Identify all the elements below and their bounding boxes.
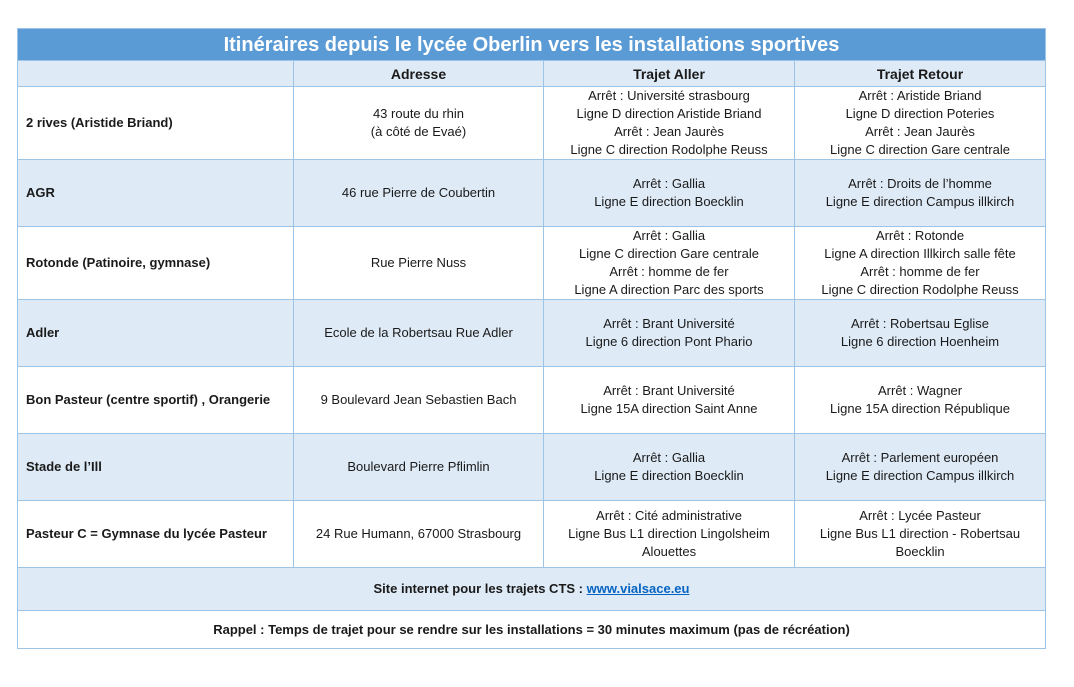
site-link[interactable]: www.vialsace.eu xyxy=(586,581,690,596)
cell-line: Ligne C direction Gare centrale xyxy=(579,246,759,261)
cell-line: Ligne E direction Boecklin xyxy=(594,468,744,483)
trajet-retour-cell xyxy=(795,501,1046,568)
cell-line: 43 route du rhin xyxy=(372,106,465,121)
cell-line: (à côté de Evaé) xyxy=(370,124,467,139)
cell-line: Rue Pierre Nuss xyxy=(370,255,467,270)
address-cell xyxy=(294,300,544,367)
cell-line: Arrêt : Parlement européen xyxy=(841,450,999,465)
table-row xyxy=(18,87,1046,160)
header-trajet-aller: Trajet Aller xyxy=(544,61,795,87)
installation-name: Stade de l’Ill xyxy=(18,434,294,501)
trajet-aller-cell xyxy=(544,434,795,501)
cell-line: Ligne D direction Aristide Briand xyxy=(576,106,762,121)
cell-line: Ligne A direction Parc des sports xyxy=(574,282,764,297)
cell-line: Arrêt : Jean Jaurès xyxy=(614,124,724,139)
trajet-aller-cell xyxy=(544,367,795,434)
trajet-aller-cell xyxy=(544,160,795,227)
trajet-retour-cell xyxy=(795,367,1046,434)
installation-name: AGR xyxy=(18,160,294,227)
cell-line: Ligne C direction Rodolphe Reuss xyxy=(570,142,768,157)
cell-line: Ligne 15A direction Saint Anne xyxy=(580,401,758,416)
installation-name: Bon Pasteur (centre sportif) , Orangerie xyxy=(18,367,294,434)
trajet-retour-cell xyxy=(795,87,1046,160)
address-cell xyxy=(294,434,544,501)
cell-line: Ligne C direction Gare centrale xyxy=(830,142,1010,157)
header-empty xyxy=(18,61,294,87)
footer-reminder-row xyxy=(18,611,1046,649)
cell-line: Ligne A direction Illkirch salle fête xyxy=(824,246,1016,261)
cell-line: Ligne Bus L1 direction Lingolsheim xyxy=(568,526,770,541)
trajet-aller-cell xyxy=(544,87,795,160)
trajet-aller-cell xyxy=(544,300,795,367)
cell-line: Arrêt : homme de fer xyxy=(609,264,729,279)
cell-line: Arrêt : Gallia xyxy=(632,228,706,243)
table-row xyxy=(18,501,1046,568)
cell-line: Arrêt : Lycée Pasteur xyxy=(859,508,981,523)
table-row xyxy=(18,367,1046,434)
table-row xyxy=(18,160,1046,227)
trajet-retour-cell xyxy=(795,300,1046,367)
cell-line: Boecklin xyxy=(895,544,945,559)
installation-name: Rotonde (Patinoire, gymnase) xyxy=(18,227,294,300)
cell-line: Arrêt : Droits de l’homme xyxy=(848,176,992,191)
footer-site-row xyxy=(18,568,1046,611)
cell-line: Ligne D direction Poteries xyxy=(845,106,995,121)
table-row xyxy=(18,227,1046,300)
header-trajet-retour: Trajet Retour xyxy=(795,61,1046,87)
trajet-aller-cell xyxy=(544,227,795,300)
cell-line: 9 Boulevard Jean Sebastien Bach xyxy=(320,392,517,407)
cell-line: Arrêt : Brant Université xyxy=(603,316,735,331)
itinerary-table xyxy=(17,28,1046,649)
cell-line: Arrêt : Jean Jaurès xyxy=(865,124,975,139)
address-cell xyxy=(294,87,544,160)
cell-line: Arrêt : Université strasbourg xyxy=(588,88,750,103)
itinerary-table-wrapper xyxy=(17,28,1045,649)
installation-name: 2 rives (Aristide Briand) xyxy=(18,87,294,160)
reminder-text: Rappel : Temps de trajet pour se rendre sur les installations = 30 minutes maximum (pas de récréation) xyxy=(18,611,1046,649)
installation-name: Pasteur C = Gymnase du lycée Pasteur xyxy=(18,501,294,568)
cell-line: Ligne 6 direction Hoenheim xyxy=(840,334,1000,349)
cell-line: Arrêt : homme de fer xyxy=(860,264,980,279)
cell-line: Ligne 6 direction Pont Phario xyxy=(585,334,753,349)
address-cell xyxy=(294,367,544,434)
cell-line: Arrêt : Wagner xyxy=(877,383,963,398)
footer-site-cell xyxy=(18,568,1046,611)
cell-line: Arrêt : Gallia xyxy=(632,450,706,465)
trajet-retour-cell xyxy=(795,434,1046,501)
cell-line: 24 Rue Humann, 67000 Strasbourg xyxy=(315,526,522,541)
cell-line: Arrêt : Rotonde xyxy=(875,228,965,243)
table-title: Itinéraires depuis le lycée Oberlin vers les installations sportives xyxy=(18,29,1046,61)
cell-line: Ligne E direction Boecklin xyxy=(594,194,744,209)
cell-line: Ligne C direction Rodolphe Reuss xyxy=(821,282,1019,297)
cell-line: Arrêt : Brant Université xyxy=(603,383,735,398)
address-cell xyxy=(294,227,544,300)
table-row xyxy=(18,300,1046,367)
cell-line: Ligne 15A direction République xyxy=(830,401,1010,416)
cell-line: Ligne E direction Campus illkirch xyxy=(825,194,1015,209)
cell-line: Arrêt : Cité administrative xyxy=(596,508,742,523)
cell-line: Arrêt : Aristide Briand xyxy=(858,88,982,103)
installation-name: Adler xyxy=(18,300,294,367)
cell-line: Boulevard Pierre Pflimlin xyxy=(347,459,490,474)
cell-line: Ligne Bus L1 direction - Robertsau xyxy=(819,526,1021,541)
address-cell xyxy=(294,160,544,227)
cell-line: Arrêt : Robertsau Eglise xyxy=(851,316,990,331)
cell-line: 46 rue Pierre de Coubertin xyxy=(341,185,496,200)
cell-line: Alouettes xyxy=(641,544,697,559)
trajet-retour-cell xyxy=(795,227,1046,300)
cell-line: Ecole de la Robertsau Rue Adler xyxy=(324,325,513,340)
address-cell xyxy=(294,501,544,568)
site-label: Site internet pour les trajets CTS : xyxy=(373,581,587,596)
cell-line: Ligne E direction Campus illkirch xyxy=(825,468,1015,483)
header-row xyxy=(18,61,1046,87)
trajet-aller-cell xyxy=(544,501,795,568)
table-row xyxy=(18,434,1046,501)
header-adresse: Adresse xyxy=(294,61,544,87)
trajet-retour-cell xyxy=(795,160,1046,227)
cell-line: Arrêt : Gallia xyxy=(632,176,706,191)
